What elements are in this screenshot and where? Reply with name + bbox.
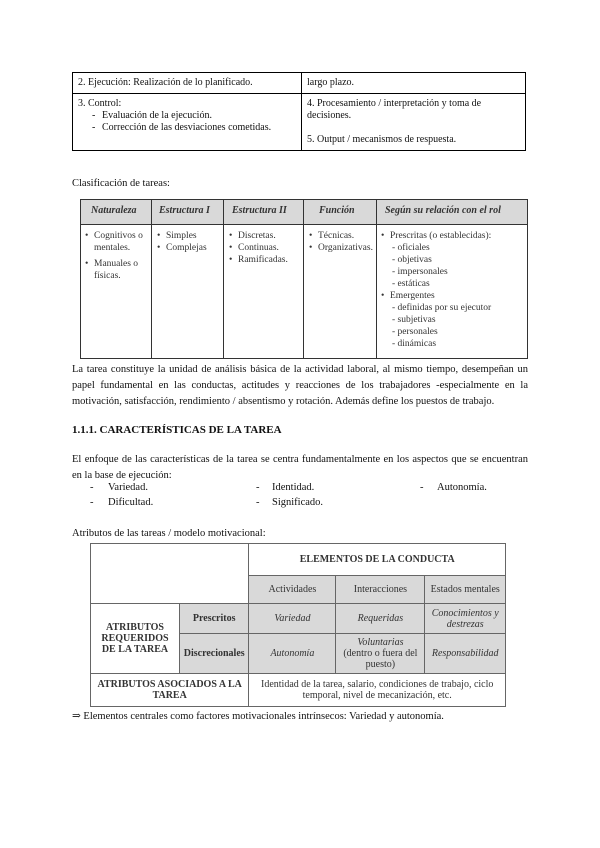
paragraph-enfoque: El enfoque de las características de la tarea se centra fundamentalmente en los aspectos que se encuentran en la base de ejecución: bbox=[72, 454, 528, 481]
funcion-column bbox=[309, 230, 375, 254]
col-interacciones: Interacciones bbox=[336, 576, 425, 604]
list-item: • Ramificadas. bbox=[238, 254, 301, 266]
col-estados: Estados mentales bbox=[425, 576, 506, 604]
list-item: • Discretas. bbox=[238, 230, 301, 242]
row-prescritos: Prescritos bbox=[180, 604, 249, 634]
list-item: - definidas por su ejecutor bbox=[392, 303, 492, 313]
clasificacion-label: Clasificación de tareas: bbox=[72, 178, 170, 189]
list-item: - dinámicas bbox=[392, 339, 437, 349]
list-item: • Complejas bbox=[166, 242, 221, 254]
header-rol: Según su relación con el rol bbox=[385, 205, 501, 216]
list-item: • Simples bbox=[166, 230, 221, 242]
cell-voluntarias bbox=[336, 634, 425, 674]
header-estructura-1: Estructura I bbox=[159, 205, 210, 216]
header-funcion: Función bbox=[319, 205, 355, 216]
cell-conocimientos: Conocimientos y destrezas bbox=[425, 604, 506, 634]
cell-autonomia: Autonomía bbox=[249, 634, 336, 674]
output-text: 5. Output / mecanismos de respuesta. bbox=[307, 134, 457, 145]
table-row bbox=[91, 544, 506, 576]
dash-bullet: - bbox=[90, 482, 94, 493]
elementos-header: ELEMENTOS DE LA CONDUCTA bbox=[249, 544, 506, 576]
list-item: - objetivas bbox=[392, 255, 432, 265]
atributos-table-wrapper bbox=[90, 543, 506, 706]
table-row bbox=[91, 604, 506, 634]
list-item: - oficiales bbox=[392, 243, 430, 253]
characteristic-item: Autonomía. bbox=[437, 482, 487, 493]
paragraph-tarea: La tarea constituye la unidad de análisis básica de la actividad laboral, al mismo tiempo, desempeñan un papel fundamental en las conductas, actitudes y reacciones de los trabajadores -especialmente en la motivación, satisfacción, rendimiento / absentismo y rotación. Además define los puestos de trabajo. bbox=[72, 364, 528, 407]
table-row bbox=[91, 674, 506, 707]
clasificacion-table bbox=[80, 199, 528, 359]
list-item: - impersonales bbox=[392, 267, 448, 277]
table-row bbox=[73, 94, 526, 151]
table-cell bbox=[302, 94, 526, 151]
clasificacion-header bbox=[81, 200, 527, 225]
row-discrecionales: Discrecionales bbox=[180, 634, 249, 674]
process-table bbox=[72, 72, 526, 151]
atributos-table bbox=[90, 543, 506, 707]
dash-bullet: - bbox=[256, 482, 260, 493]
largo-plazo-text: largo plazo. bbox=[307, 77, 355, 88]
list-item: • Continuas. bbox=[238, 242, 301, 254]
table-cell bbox=[73, 94, 302, 151]
section-title: 1.1.1. CARACTERÍSTICAS DE LA TAREA bbox=[72, 424, 282, 436]
atributos-requeridos: ATRIBUTOS REQUERIDOS DE LA TAREA bbox=[91, 604, 180, 674]
dash-bullet: - bbox=[256, 497, 260, 508]
dentro-fuera-text: (dentro o fuera del puesto) bbox=[343, 648, 418, 670]
control-item: - Corrección de las desviaciones cometidas. bbox=[88, 122, 296, 134]
estructura-1-column bbox=[157, 230, 221, 254]
cell-variedad: Variedad bbox=[249, 604, 336, 634]
characteristic-item: Significado. bbox=[272, 497, 324, 508]
asociados-text: Identidad de la tarea, salario, condiciones de trabajo, ciclo temporal, nivel de mecanización, etc. bbox=[249, 674, 506, 707]
list-item: • Emergentes bbox=[390, 290, 525, 302]
control-item: - Evaluación de la ejecución. bbox=[88, 110, 296, 122]
rol-column bbox=[381, 230, 525, 350]
dash-bullet: - bbox=[420, 482, 424, 493]
characteristic-item: Identidad. bbox=[272, 482, 315, 493]
list-item: - personales bbox=[392, 327, 438, 337]
list-item: - estáticas bbox=[392, 279, 430, 289]
ejecucion-text: 2. Ejecución: Realización de lo planificado. bbox=[78, 77, 253, 88]
footer-conclusion: ⇒ Elementos centrales como factores motivacionales intrínsecos: Variedad y autonomía. bbox=[72, 711, 444, 722]
list-item: • Prescritas (o establecidas): bbox=[390, 230, 525, 242]
list-item: • Manuales o físicas. bbox=[94, 258, 149, 282]
dash-bullet: - bbox=[90, 497, 94, 508]
table-cell bbox=[73, 73, 302, 94]
header-naturaleza: Naturaleza bbox=[91, 205, 137, 216]
control-title: 3. Control: bbox=[78, 98, 122, 109]
header-estructura-2: Estructura II bbox=[232, 205, 287, 216]
table-row bbox=[73, 73, 526, 94]
characteristic-item: Variedad. bbox=[108, 482, 148, 493]
table-cell bbox=[302, 73, 526, 94]
atributos-label: Atributos de las tareas / modelo motivacional: bbox=[72, 528, 266, 539]
estructura-2-column bbox=[229, 230, 301, 266]
cell-responsabilidad: Responsabilidad bbox=[425, 634, 506, 674]
list-item: • Organizativas. bbox=[318, 242, 375, 254]
atributos-asociados: ATRIBUTOS ASOCIADOS A LA TAREA bbox=[91, 674, 249, 707]
col-actividades: Actividades bbox=[249, 576, 336, 604]
voluntarias-text: Voluntarias bbox=[357, 637, 404, 648]
characteristic-item: Dificultad. bbox=[108, 497, 154, 508]
list-item: • Cognitivos o mentales. bbox=[94, 230, 149, 254]
empty-cell bbox=[91, 544, 249, 604]
cell-requeridas: Requeridas bbox=[336, 604, 425, 634]
list-item: • Técnicas. bbox=[318, 230, 375, 242]
naturaleza-column bbox=[85, 230, 149, 282]
list-item: - subjetivas bbox=[392, 315, 436, 325]
procesamiento-text: 4. Procesamiento / interpretación y toma de decisiones. bbox=[307, 98, 482, 121]
